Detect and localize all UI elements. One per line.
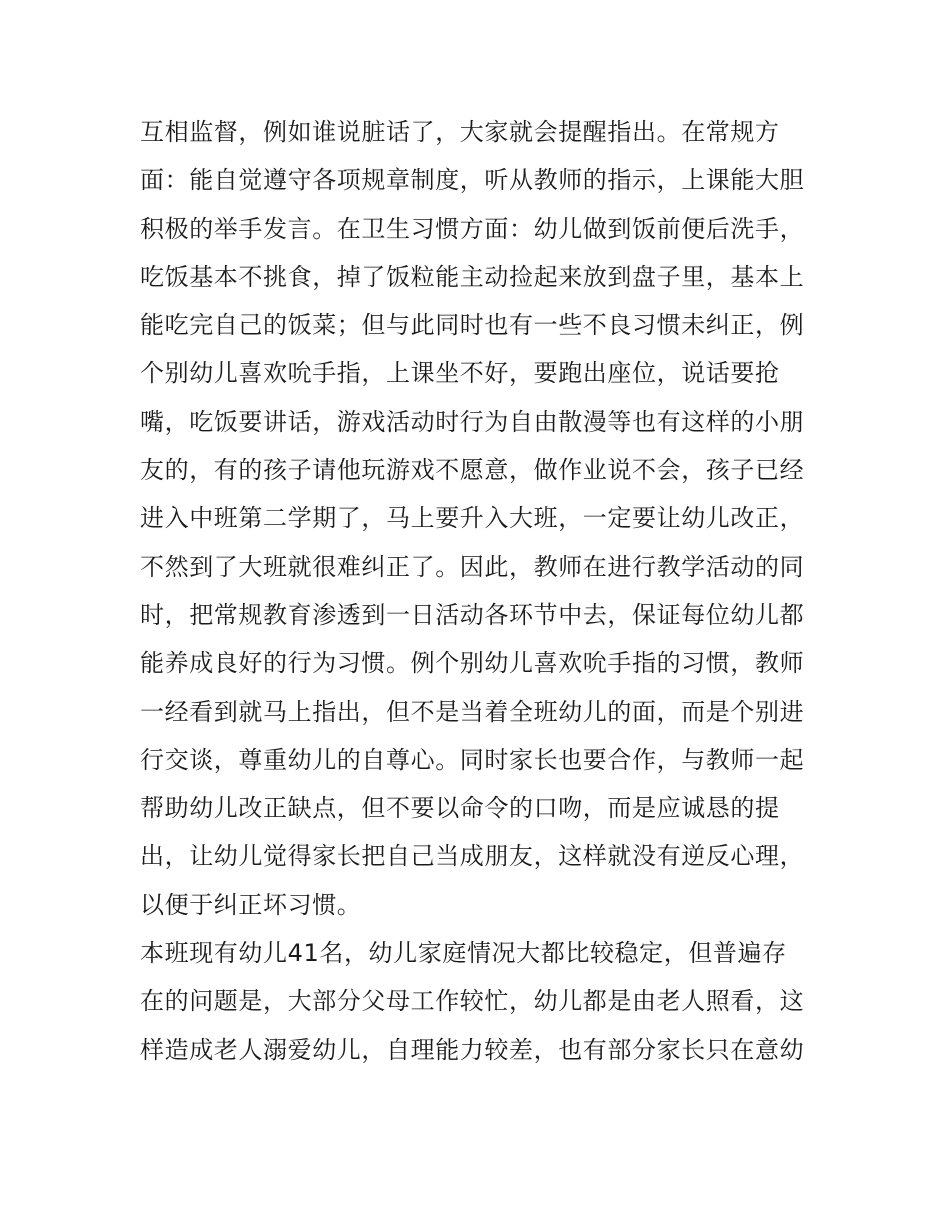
text-line: 以便于纠正坏习惯。: [140, 890, 362, 919]
text-line: 能吃完自己的饭菜；但与此同时也有一些不良习惯未纠正，例: [140, 311, 805, 340]
paragraph-1: [140, 108, 820, 929]
text-line: 本班现有幼儿41名，幼儿家庭情况大都比较稳定，但普遍存: [140, 939, 787, 968]
text-line: 在的问题是，大部分父母工作较忙，幼儿都是由老人照看，这: [140, 987, 805, 1016]
text-line: 积极的举手发言。在卫生习惯方面：幼儿做到饭前便后洗手，: [140, 214, 805, 243]
text-line: 进入中班第二学期了，马上要升入大班，一定要让幼儿改正，: [140, 504, 805, 533]
text-line: 一经看到就马上指出，但不是当着全班幼儿的面，而是个别进: [140, 697, 805, 726]
text-line: 个别幼儿喜欢吮手指，上课坐不好，要跑出座位，说话要抢: [140, 359, 780, 388]
text-line: 时，把常规教育渗透到一日活动各环节中去，保证每位幼儿都: [140, 600, 805, 629]
text-line: 帮助幼儿改正缺点，但不要以命令的口吻，而是应诚恳的提: [140, 794, 780, 823]
text-line: 样造成老人溺爱幼儿，自理能力较差，也有部分家长只在意幼: [140, 1035, 805, 1064]
text-line: 友的，有的孩子请他玩游戏不愿意，做作业说不会，孩子已经: [140, 456, 805, 485]
paragraph-2: [140, 929, 820, 1074]
text-line: 不然到了大班就很难纠正了。因此，教师在进行教学活动的同: [140, 552, 805, 581]
text-line: 吃饭基本不挑食，掉了饭粒能主动捡起来放到盘子里，基本上: [140, 262, 805, 291]
text-line: 嘴，吃饭要讲话，游戏活动时行为自由散漫等也有这样的小朋: [140, 407, 805, 436]
text-line: 能养成良好的行为习惯。例个别幼儿喜欢吮手指的习惯，教师: [140, 649, 805, 678]
text-line: 行交谈，尊重幼儿的自尊心。同时家长也要合作，与教师一起: [140, 745, 805, 774]
text-line: 面：能自觉遵守各项规章制度，听从教师的指示，上课能大胆: [140, 166, 805, 195]
text-line: 出，让幼儿觉得家长把自己当成朋友，这样就没有逆反心理，: [140, 842, 805, 871]
text-line: 互相监督，例如谁说脏话了，大家就会提醒指出。在常规方: [140, 118, 780, 146]
body-text: [140, 108, 820, 1074]
